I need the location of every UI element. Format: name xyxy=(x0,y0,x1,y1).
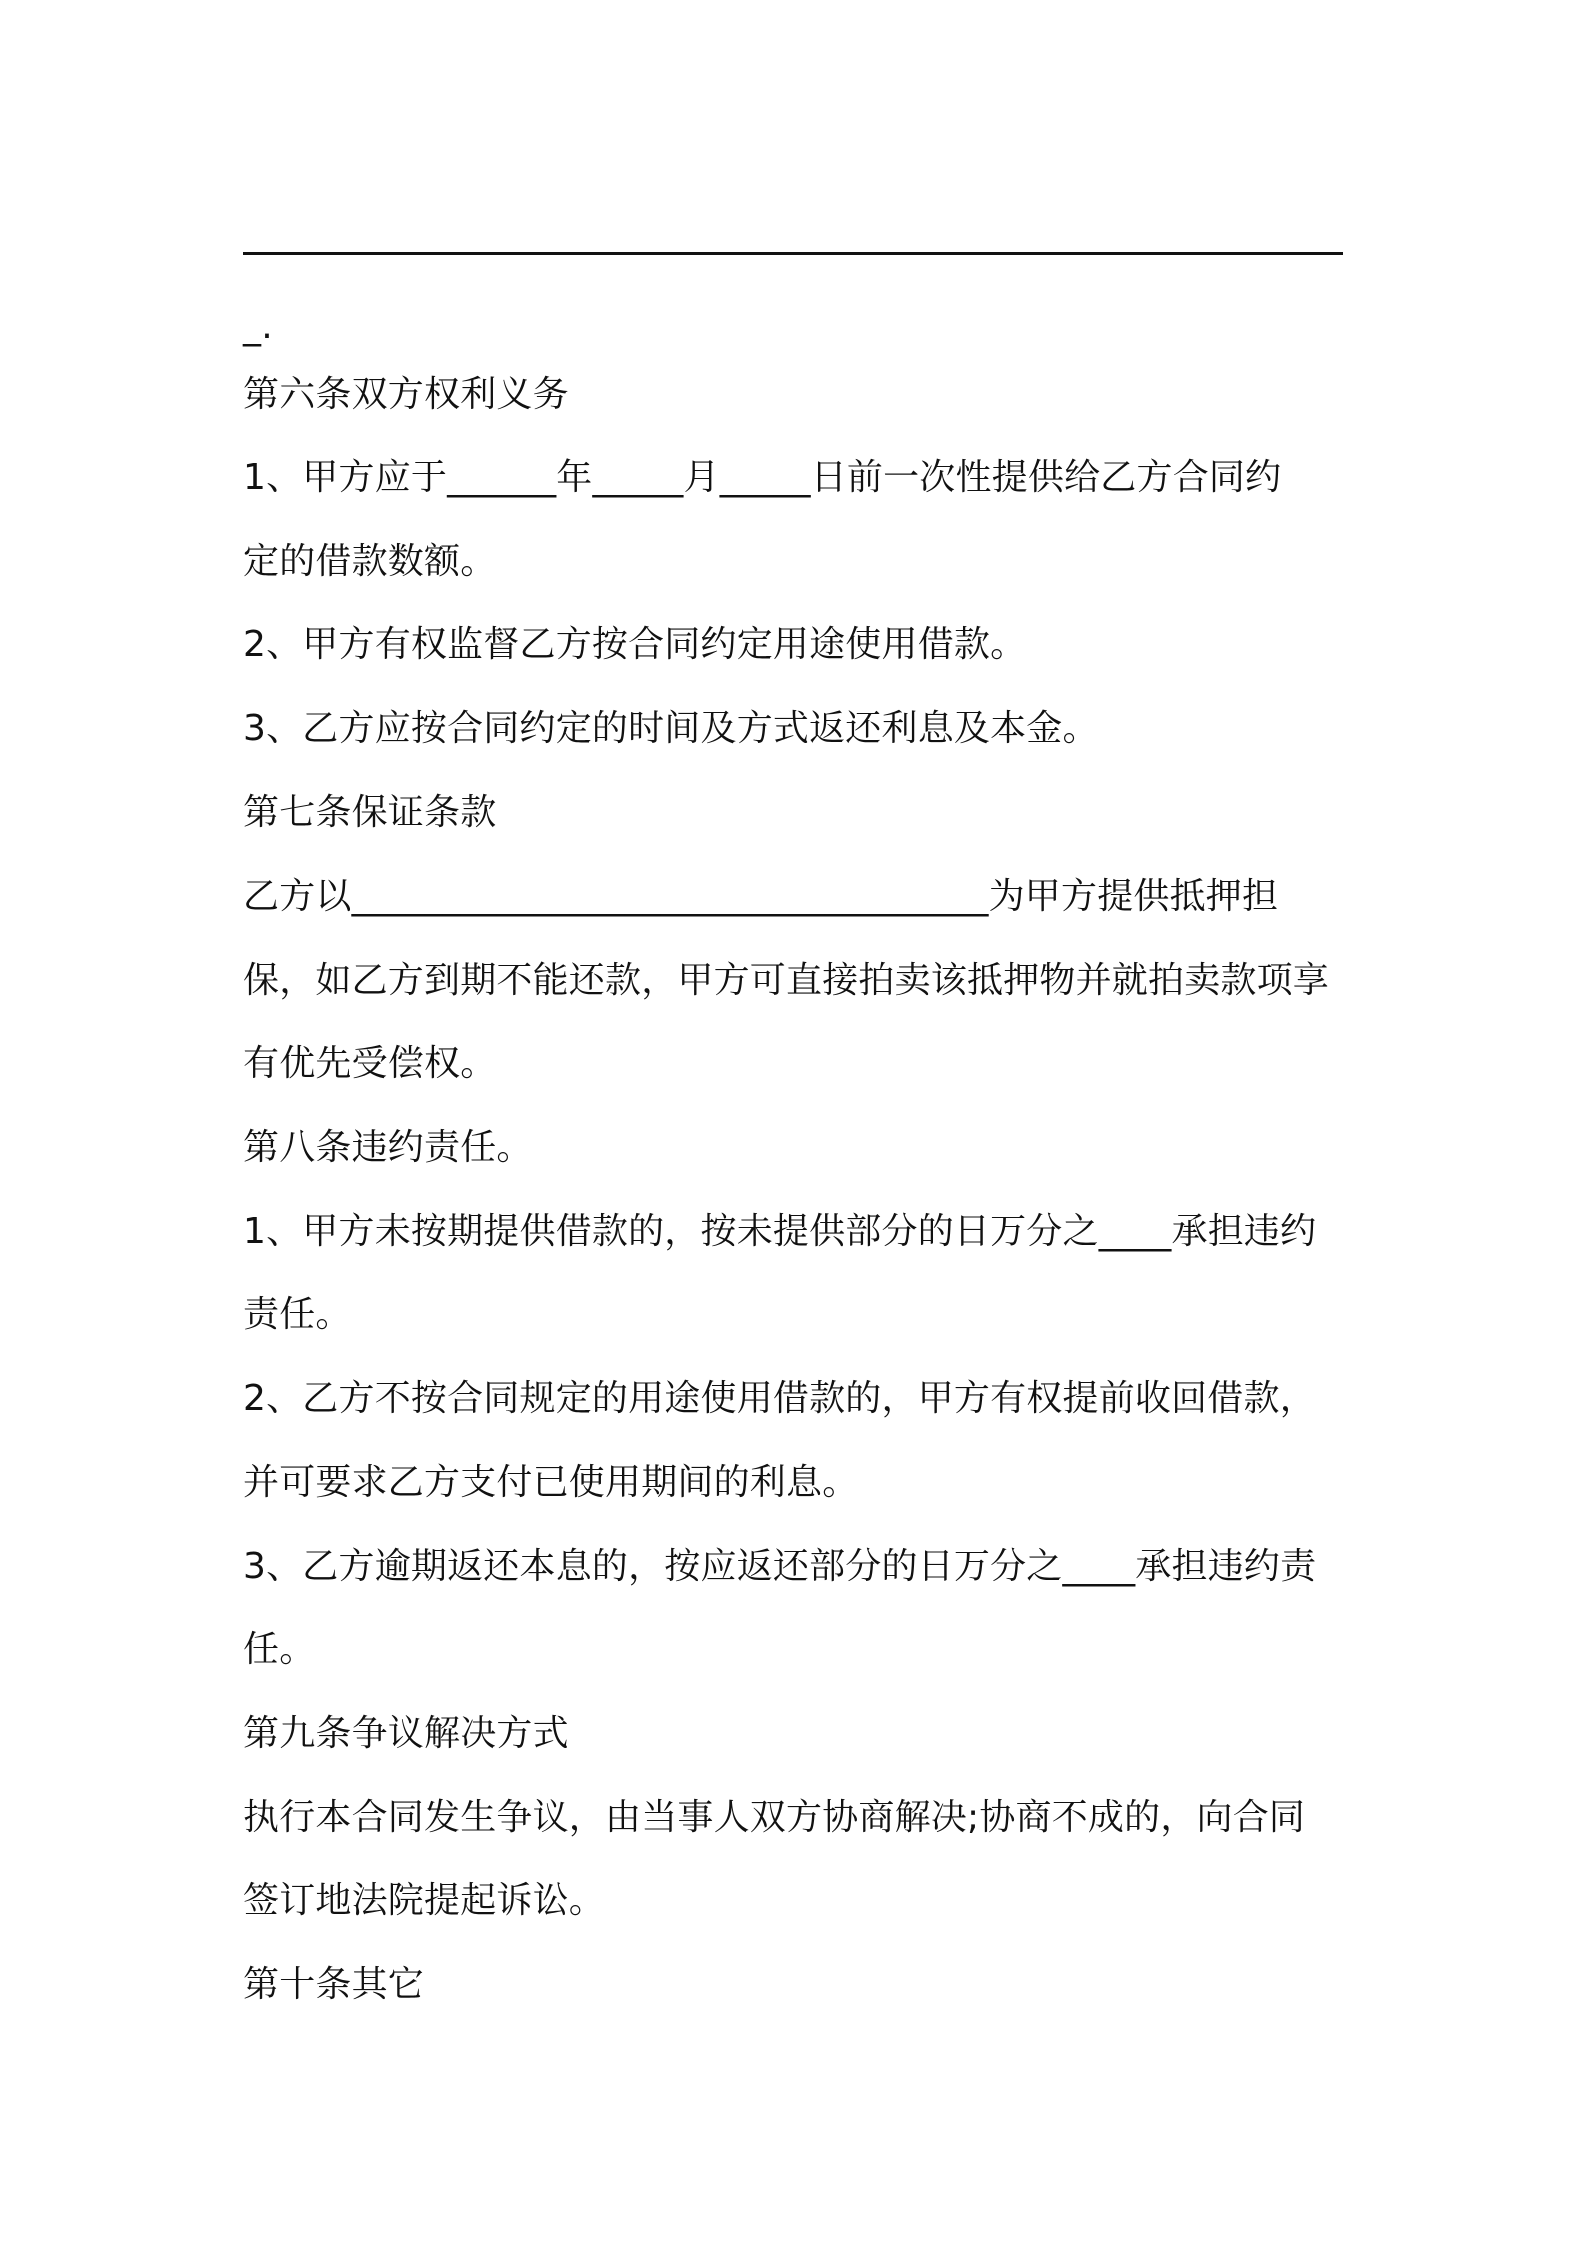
article-8-item-2: 2、乙方不按合同规定的用途使用借款的，甲方有权提前收回借款， xyxy=(243,1378,1316,1419)
article-8-item-1: 1、甲方未按期提供借款的，按未提供部分的日万分之____承担违约 xyxy=(243,1211,1317,1252)
article-6-item-2: 2、甲方有权监督乙方按合同约定用途使用借款。 xyxy=(243,624,1027,665)
article-8-item-1-cont: 责任。 xyxy=(243,1294,352,1335)
article-6-item-1: 1、甲方应于______年_____月_____日前一次性提供给乙方合同约 xyxy=(243,457,1282,498)
blank-continuation: _. xyxy=(243,306,273,347)
article-8-item-3-cont: 任。 xyxy=(243,1629,316,1670)
article-7-body-cont-2: 有优先受偿权。 xyxy=(243,1043,497,1084)
article-6-item-1-cont: 定的借款数额。 xyxy=(243,541,497,582)
article-10-heading: 第十条其它 xyxy=(243,1964,425,2005)
article-8-item-2-cont: 并可要求乙方支付已使用期间的利息。 xyxy=(243,1462,859,1503)
article-6-heading: 第六条双方权利义务 xyxy=(243,374,569,415)
article-8-item-3: 3、乙方逾期返还本息的，按应返还部分的日万分之____承担违约责 xyxy=(243,1546,1317,1587)
article-9-body-cont: 签订地法院提起诉讼。 xyxy=(243,1880,606,1921)
article-7-body: 乙方以___________________________________为甲方提供抵押担 xyxy=(243,876,1279,917)
article-7-body-cont-1: 保，如乙方到期不能还款，甲方可直接拍卖该抵押物并就拍卖款项享 xyxy=(243,960,1330,1001)
article-6-item-3: 3、乙方应按合同约定的时间及方式返还利息及本金。 xyxy=(243,708,1099,749)
article-9-body: 执行本合同发生争议，由当事人双方协商解决;协商不成的，向合同 xyxy=(243,1797,1306,1838)
article-8-heading: 第八条违约责任。 xyxy=(243,1127,533,1168)
fill-in-blank-rule xyxy=(243,252,1343,255)
article-7-heading: 第七条保证条款 xyxy=(243,792,497,833)
article-9-heading: 第九条争议解决方式 xyxy=(243,1713,569,1754)
